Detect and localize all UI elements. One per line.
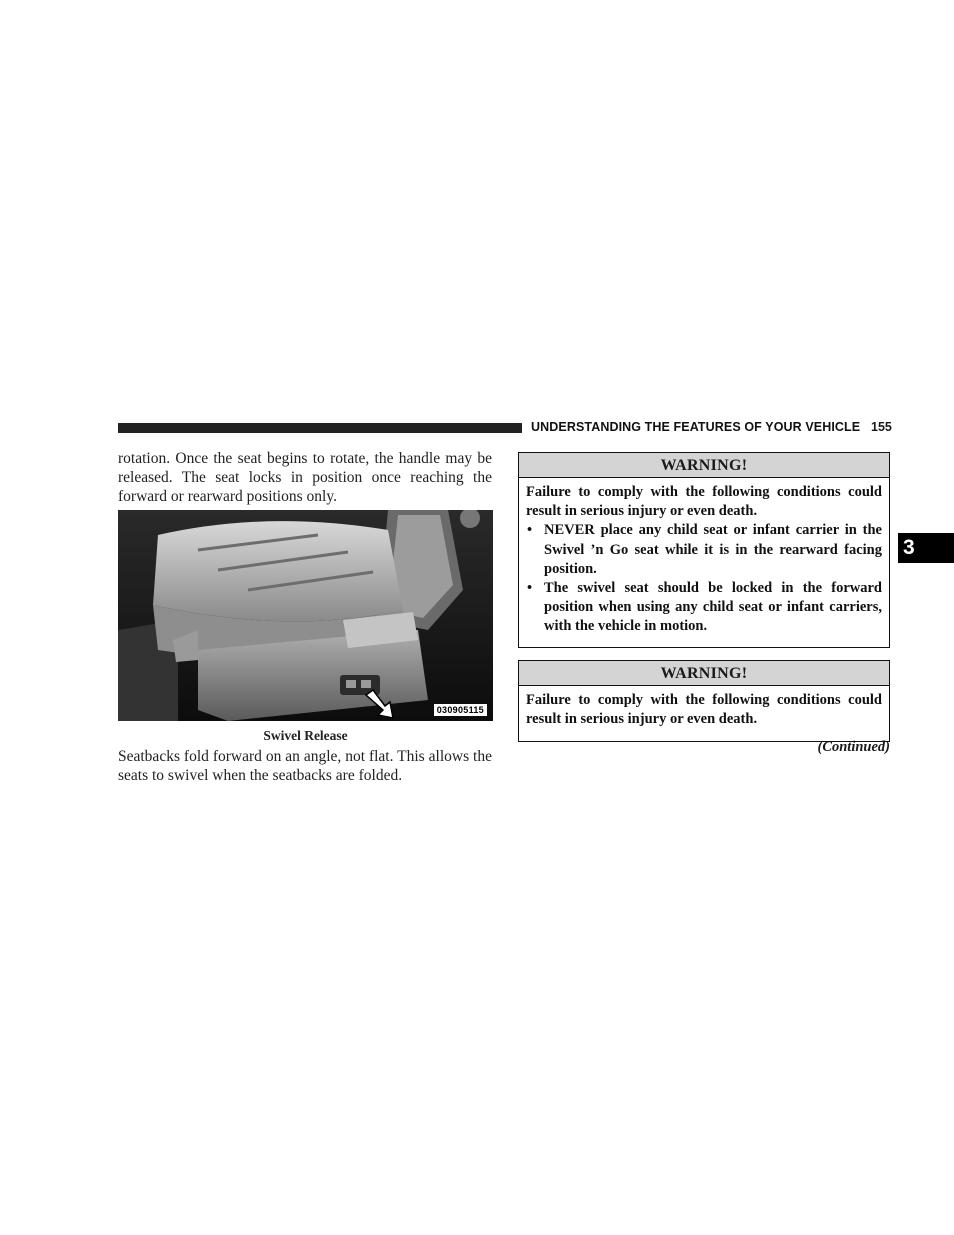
section-title: UNDERSTANDING THE FEATURES OF YOUR VEHICLE	[531, 420, 861, 434]
warning-box	[518, 452, 890, 648]
warning-title: WARNING!	[519, 661, 889, 686]
body-paragraph: rotation. Once the seat begins to rotate, the handle may be released. The seat locks in position once reaching the forward or rearward positions only.	[118, 450, 492, 506]
figure-code: 030905115	[434, 704, 487, 716]
warning-bullet-text: The swivel seat should be locked in the forward position when using any child seat or infant carriers, with the vehicle in motion.	[544, 580, 882, 635]
warning-bullet-text: NEVER place any child seat or infant carrier in the Swivel ’n Go seat while it is in the rearward facing position.	[544, 522, 882, 577]
header-rule	[118, 423, 522, 433]
warning-bullet: • The swivel seat should be locked in the forward position when using any child seat or infant carriers, with the vehicle in motion.	[527, 580, 882, 635]
body-paragraph: Seatbacks fold forward on an angle, not flat. This allows the seats to swivel when the seatbacks are folded.	[118, 748, 492, 785]
continued-label: (Continued)	[817, 739, 890, 755]
warning-intro: Failure to comply with the following conditions could result in serious injury or even death.	[526, 484, 882, 520]
warning-title: WARNING!	[519, 453, 889, 478]
chapter-tab: 3	[898, 533, 954, 563]
page-number: 155	[871, 420, 892, 434]
figure-caption: Swivel Release	[263, 728, 348, 743]
warning-intro: Failure to comply with the following conditions could result in serious injury or even death.	[526, 692, 882, 728]
seat-illustration	[118, 510, 493, 721]
warning-box	[518, 660, 890, 742]
swivel-release-figure	[118, 510, 493, 721]
warning-bullet: • NEVER place any child seat or infant carrier in the Swivel ’n Go seat while it is in the rearward facing position.	[527, 522, 882, 577]
